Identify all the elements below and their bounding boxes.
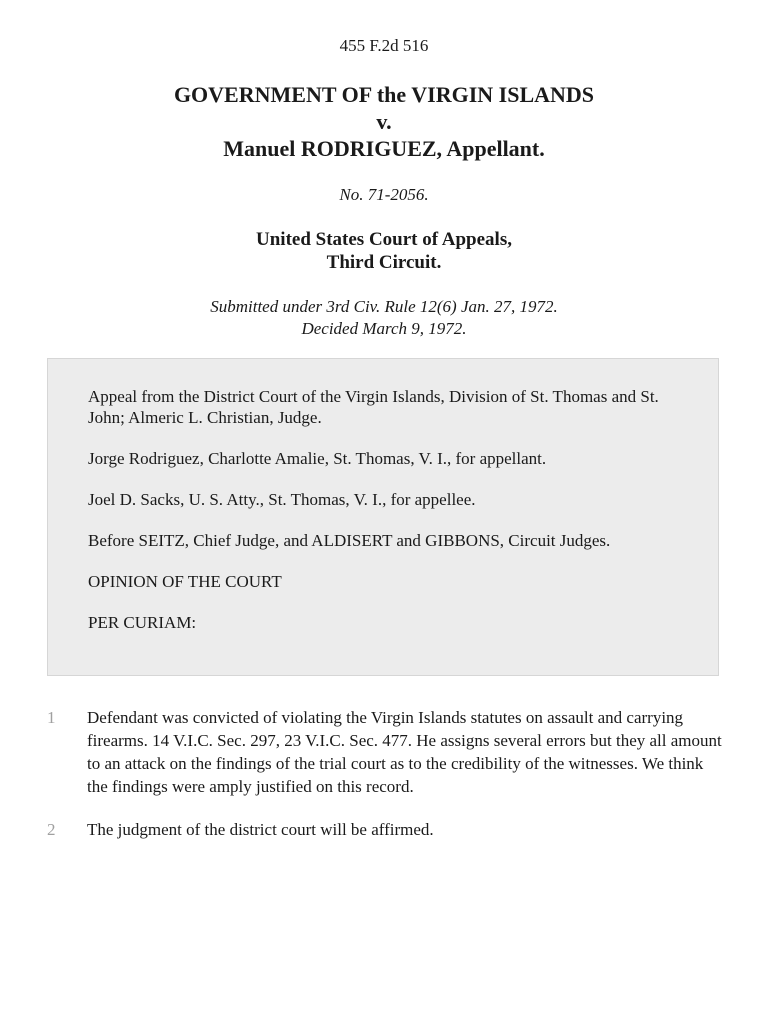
case-citation: 455 F.2d 516 — [339, 36, 429, 55]
counsel-appellee: Joel D. Sacks, U. S. Atty., St. Thomas, V. I., for appellee. — [88, 490, 476, 509]
submitted-date: Submitted under 3rd Civ. Rule 12(6) Jan. 27, 1972. — [210, 297, 558, 316]
per-curiam-label: PER CURIAM: — [88, 613, 197, 632]
case-caption — [0, 81, 768, 162]
counsel-appellant: Jorge Rodriguez, Charlotte Amalie, St. Thomas, V. I., for appellant. — [88, 449, 547, 468]
court-name-line2: Third Circuit. — [326, 252, 442, 273]
court-name — [0, 228, 768, 274]
defendant-name: Manuel RODRIGUEZ, Appellant. — [223, 136, 545, 161]
versus-label: v. — [376, 109, 392, 134]
case-dates — [0, 296, 768, 340]
opinion-paragraph — [0, 818, 768, 841]
plaintiff-name: GOVERNMENT OF the VIRGIN ISLANDS — [173, 82, 595, 107]
paragraph-text: Defendant was convicted of violating the Virgin Islands statutes on assault and carrying firearms. 14 V.I.C. Sec. 297, 23 V.I.C. Sec. 477. He assigns several errors but they all amount to an attack on the findings of the trial court as to the credibility of the witnesses. We think the findings were amply justified on this record. — [87, 708, 722, 796]
opinion-heading: OPINION OF THE COURT — [88, 572, 282, 591]
opinion-paragraph — [0, 706, 768, 798]
docket-number: No. 71-2056. — [339, 185, 429, 204]
decided-date: Decided March 9, 1972. — [301, 319, 467, 338]
headnote-box — [47, 358, 719, 676]
court-name-line1: United States Court of Appeals, — [256, 229, 512, 250]
judicial-panel: Before SEITZ, Chief Judge, and ALDISERT and GIBBONS, Circuit Judges. — [88, 531, 611, 550]
appeal-info: Appeal from the District Court of the Virgin Islands, Division of St. Thomas and St. John; Almeric L. Christian, Judge. — [88, 387, 659, 427]
paragraph-number: 2 — [47, 820, 56, 839]
paragraph-number: 1 — [47, 708, 56, 727]
opinion-body — [0, 706, 768, 861]
paragraph-text: The judgment of the district court will be affirmed. — [87, 820, 434, 839]
